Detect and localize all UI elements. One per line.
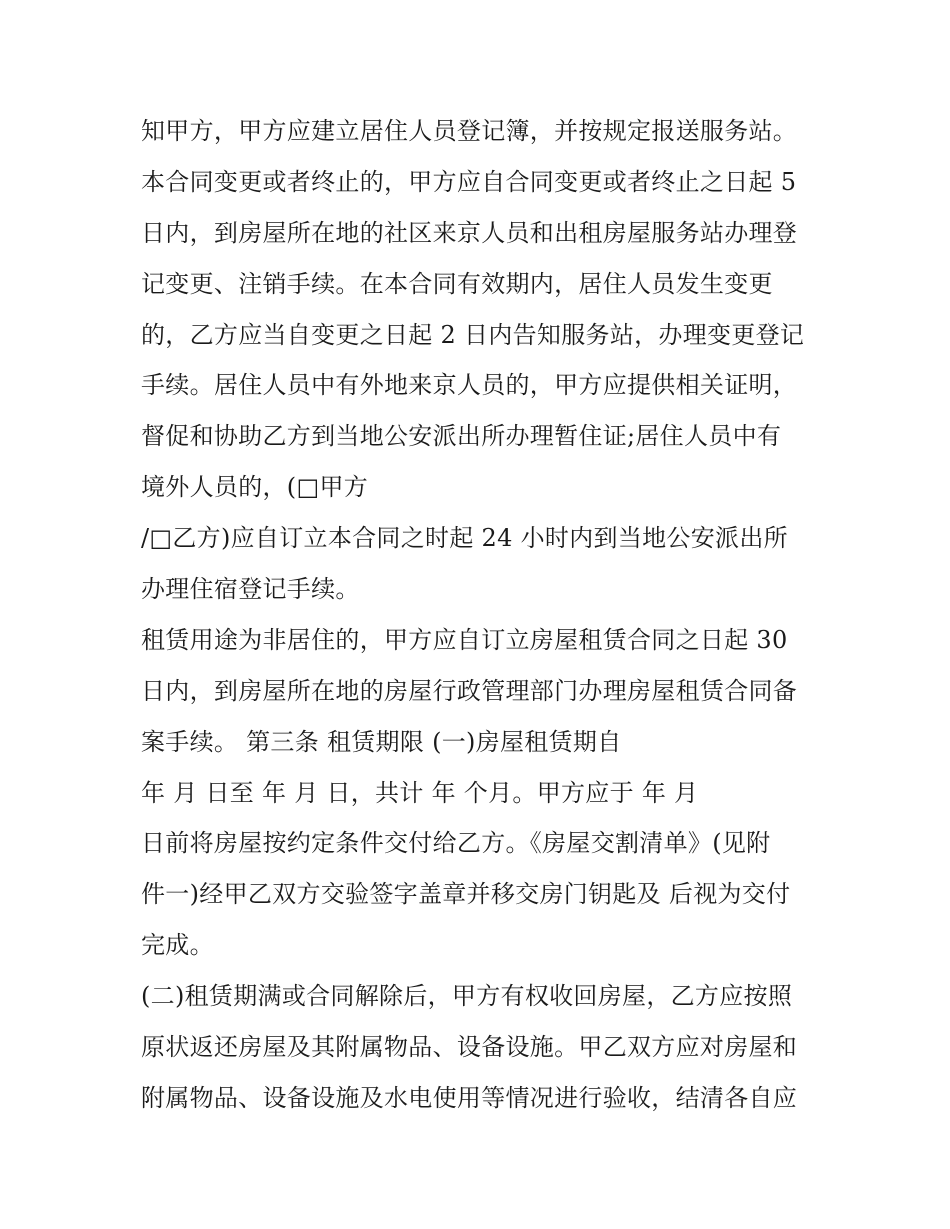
contract-text <box>141 106 821 1124</box>
text-line: 的，乙方应当自变更之日起 2 日内告知服务站，办理变更登记 <box>141 320 805 349</box>
text-line: 手续。居住人员中有外地来京人员的，甲方应提供相关证明， <box>141 371 798 400</box>
text-line: 督促和协助乙方到当地公安派出所办理暂住证;居住人员中有 <box>141 422 782 451</box>
text-line: 租赁用途为非居住的，甲方应自订立房屋租赁合同之日起 30 <box>141 625 788 654</box>
text-line: 办理住宿登记手续。 <box>141 575 360 604</box>
text-line: 完成。 <box>141 931 214 960</box>
text-line: 知甲方，甲方应建立居住人员登记簿，并按规定报送服务站。 <box>141 117 798 145</box>
text-line: 原状返还房屋及其附属物品、设备设施。甲乙双方应对房屋和 <box>141 1033 798 1062</box>
text-line: 境外人员的，(□甲方 <box>141 473 369 502</box>
text-line: 年 月 日至 年 月 日，共计 年 个月。甲方应于 年 月 <box>141 778 699 807</box>
text-line: 附属物品、设备设施及水电使用等情况进行验收，结清各自应 <box>141 1083 798 1112</box>
text-line: 日前将房屋按约定条件交付给乙方。《房屋交割清单》(见附 <box>141 829 771 858</box>
text-line: 件一)经甲乙双方交验签字盖章并移交房门钥匙及 后视为交付 <box>141 880 791 909</box>
text-line: (二)租赁期满或合同解除后，甲方有权收回房屋，乙方应按照 <box>141 982 793 1011</box>
text-line: 日内，到房屋所在地的房屋行政管理部门办理房屋租赁合同备 <box>141 676 798 705</box>
text-line: 案手续。 第三条 租赁期限 (一)房屋租赁期自 <box>141 727 622 756</box>
text-line: 本合同变更或者终止的，甲方应自合同变更或者终止之日起 5 <box>141 167 797 196</box>
text-line: 记变更、注销手续。在本合同有效期内，居住人员发生变更 <box>141 269 773 298</box>
text-line: 日内，到房屋所在地的社区来京人员和出租房屋服务站办理登 <box>141 218 798 247</box>
text-line: /□乙方)应自订立本合同之时起 24 小时内到当地公安派出所 <box>141 524 788 553</box>
